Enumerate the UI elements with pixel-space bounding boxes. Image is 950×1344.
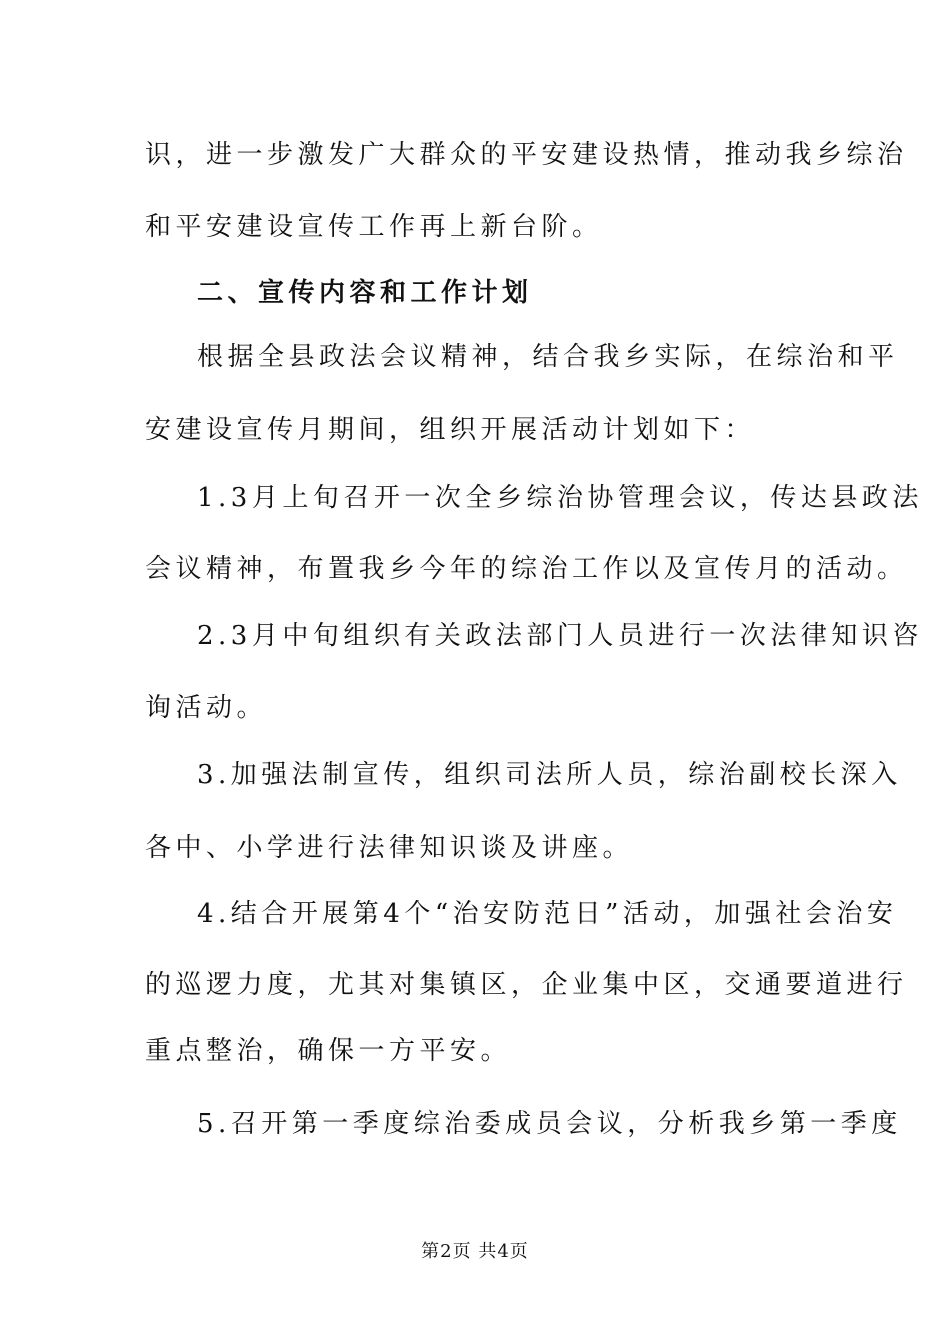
list-item-line: 2.3月中旬组织有关政法部门人员进行一次法律知识咨 — [197, 621, 923, 651]
paragraph-line: 和平安建设宣传工作再上新台阶。 — [145, 212, 603, 242]
paragraph-line: 安建设宣传月期间，组织开展活动计划如下： — [145, 415, 756, 445]
page-number-footer: 第2页 共4页 — [421, 1241, 529, 1262]
list-item-line: 的巡逻力度，尤其对集镇区，企业集中区，交通要道进行 — [145, 970, 908, 1000]
list-item-line: 各中、小学进行法律知识谈及讲座。 — [145, 833, 634, 863]
list-item-line: 5.召开第一季度综治委成员会议，分析我乡第一季度 — [197, 1109, 902, 1139]
list-item-line: 1.3月上旬召开一次全乡综治协管理会议，传达县政法 — [197, 483, 923, 513]
list-item-line: 会议精神，布置我乡今年的综治工作以及宣传月的活动。 — [145, 554, 908, 584]
list-item-line: 4.结合开展第4个“治安防范日”活动，加强社会治安 — [197, 899, 898, 929]
list-item-line: 3.加强法制宣传，组织司法所人员，综治副校长深入 — [197, 760, 902, 790]
list-item-line: 重点整治，确保一方平安。 — [145, 1036, 512, 1066]
list-item-line: 询活动。 — [145, 693, 268, 723]
paragraph-line: 识，进一步激发广大群众的平安建设热情，推动我乡综治 — [145, 140, 908, 170]
paragraph-line: 根据全县政法会议精神，结合我乡实际，在综治和平 — [197, 342, 899, 372]
section-heading: 二、宣传内容和工作计划 — [197, 278, 533, 308]
